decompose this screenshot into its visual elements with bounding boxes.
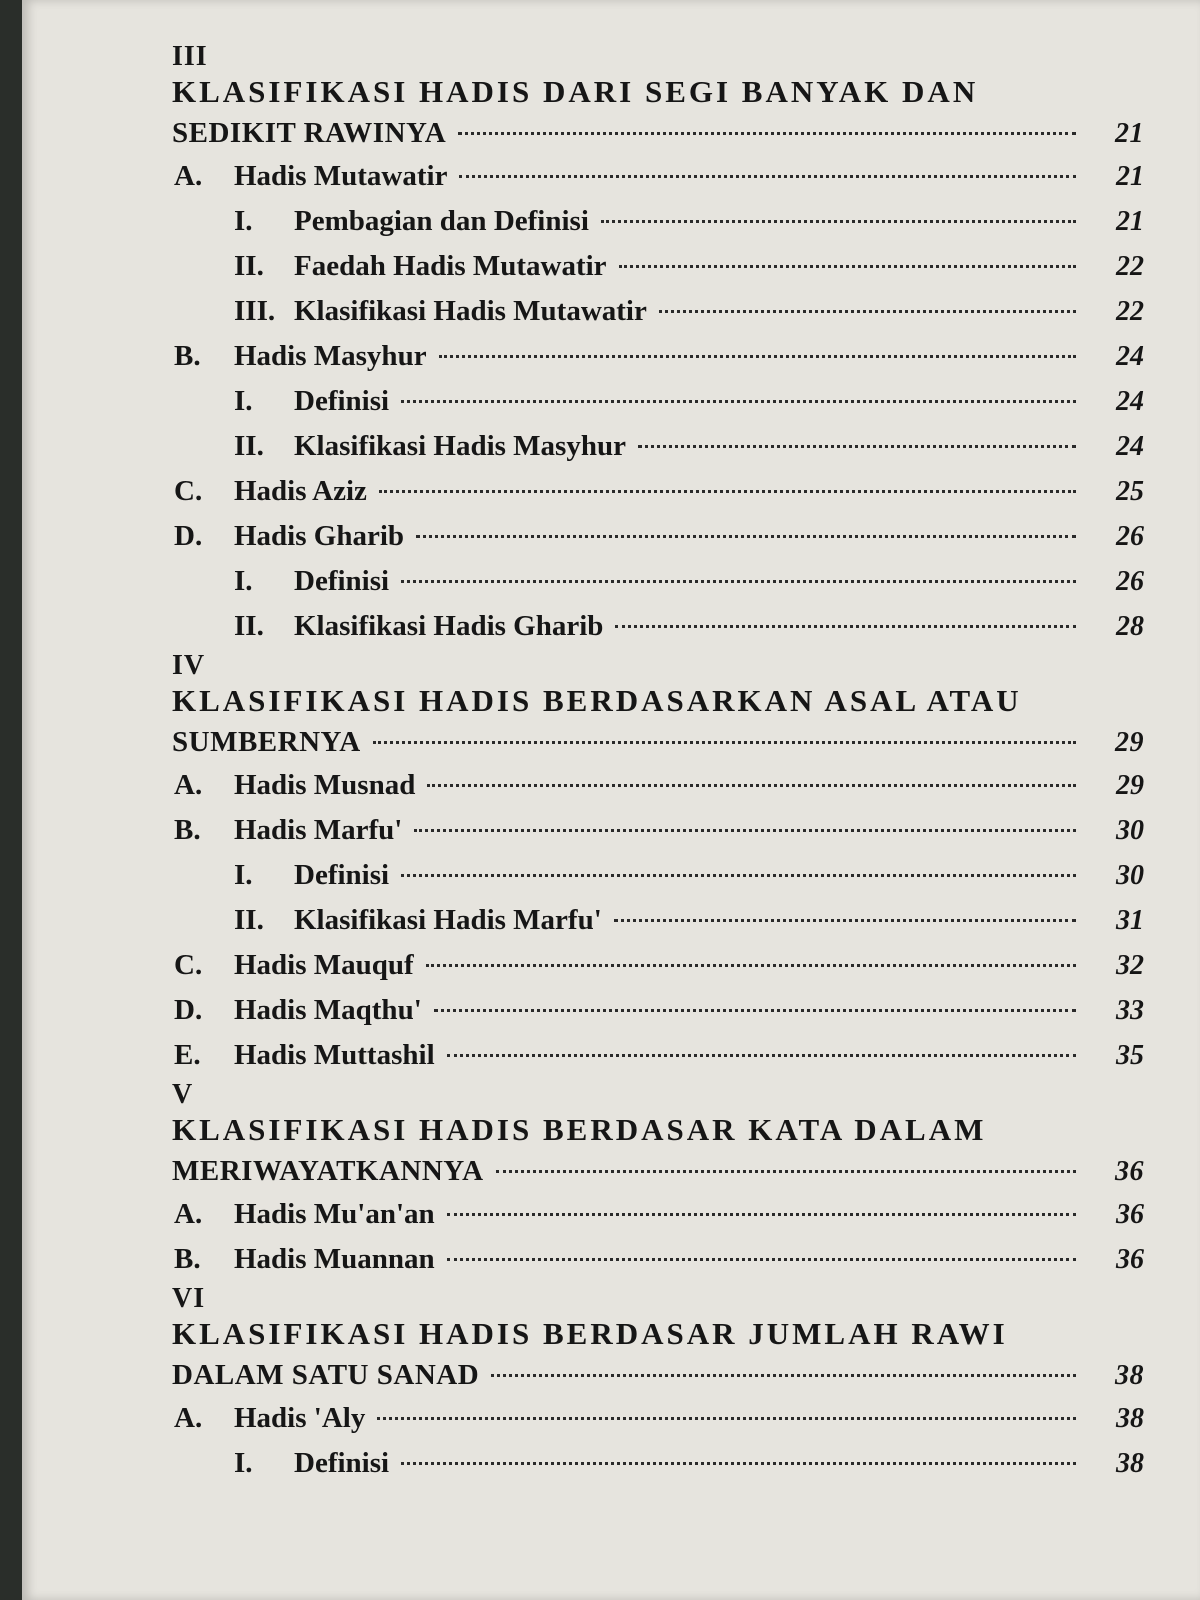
entry-marker: II.	[234, 610, 264, 642]
toc-entry[interactable]	[172, 289, 1144, 334]
toc-entry[interactable]	[172, 1192, 1144, 1237]
toc-entry[interactable]	[172, 853, 1144, 898]
chapter-title: KLASIFIKASI HADIS BERDASAR KATA DALAM	[172, 1112, 987, 1147]
entry-label: Hadis Gharib	[234, 520, 405, 552]
entry-label: Hadis Mutawatir	[234, 160, 448, 192]
page-number: 24	[1116, 341, 1144, 372]
entry-marker: II.	[234, 250, 264, 282]
entry-label: Klasifikasi Hadis Mutawatir	[294, 295, 647, 327]
entry-label: Pembagian dan Definisi	[294, 205, 589, 237]
page-number: 32	[1116, 950, 1144, 981]
entry-label: Hadis 'Aly	[234, 1402, 366, 1434]
dot-leader	[659, 310, 1076, 313]
page-number: 24	[1116, 431, 1144, 462]
dot-leader	[619, 265, 1076, 268]
dot-leader	[414, 829, 1076, 832]
dot-leader	[416, 535, 1076, 538]
entry-label: Definisi	[294, 385, 390, 417]
entry-marker: A.	[174, 1402, 203, 1434]
chapter-title-end: SUMBERNYA	[172, 726, 361, 758]
toc-entry[interactable]	[172, 943, 1144, 988]
toc-chapter	[172, 1080, 1144, 1282]
chapter-number: VI	[172, 1283, 206, 1314]
toc-entry[interactable]	[172, 1396, 1144, 1441]
toc-entry[interactable]	[172, 808, 1144, 853]
toc-entry[interactable]	[172, 334, 1144, 379]
page-number: 24	[1116, 386, 1144, 417]
entry-marker: E.	[174, 1039, 201, 1071]
page-number: 22	[1116, 296, 1144, 327]
toc-entry[interactable]	[172, 1441, 1144, 1486]
page-number: 22	[1116, 251, 1144, 282]
chapter-title-end: DALAM SATU SANAD	[172, 1359, 480, 1391]
toc-entry[interactable]	[172, 763, 1144, 808]
dot-leader	[377, 1417, 1076, 1420]
entry-marker: C.	[174, 475, 203, 507]
dot-leader	[426, 964, 1076, 967]
entry-label: Hadis Maqthu'	[234, 994, 422, 1026]
page-number: 29	[1115, 727, 1144, 758]
chapter-title: KLASIFIKASI HADIS BERDASARKAN ASAL ATAU	[172, 683, 1022, 718]
entry-marker: I.	[234, 385, 253, 417]
dot-leader	[401, 580, 1076, 583]
dot-leader	[447, 1213, 1076, 1216]
toc-chapter	[172, 42, 1144, 649]
page-number: 35	[1116, 1040, 1144, 1071]
table-of-contents	[172, 40, 1144, 1486]
dot-leader	[379, 490, 1076, 493]
page-number: 36	[1115, 1156, 1144, 1187]
page-number: 36	[1116, 1244, 1144, 1275]
entry-marker: A.	[174, 769, 203, 801]
entry-label: Definisi	[294, 565, 390, 597]
toc-entry[interactable]	[172, 514, 1144, 559]
entry-label: Hadis Muttashil	[234, 1039, 435, 1071]
chapter-title: KLASIFIKASI HADIS DARI SEGI BANYAK DAN	[172, 74, 979, 109]
page-number: 26	[1116, 566, 1144, 597]
page-number: 28	[1116, 611, 1144, 642]
page-number: 38	[1116, 1448, 1144, 1479]
toc-entry[interactable]	[172, 1237, 1144, 1282]
page-number: 38	[1115, 1360, 1144, 1391]
chapter-number: IV	[172, 650, 206, 681]
dot-leader	[458, 132, 1076, 135]
entry-marker: B.	[174, 340, 201, 372]
dot-leader	[614, 919, 1076, 922]
entry-label: Hadis Musnad	[234, 769, 416, 801]
entry-marker: I.	[234, 859, 253, 891]
dot-leader	[401, 874, 1076, 877]
dot-leader	[447, 1054, 1076, 1057]
entry-marker: B.	[174, 1243, 201, 1275]
chapter-title-end: MERIWAYATKANNYA	[172, 1155, 484, 1187]
dot-leader	[434, 1009, 1076, 1012]
toc-entry[interactable]	[172, 379, 1144, 424]
entry-label: Hadis Aziz	[234, 475, 367, 507]
book-page	[22, 0, 1200, 1600]
toc-entry[interactable]	[172, 199, 1144, 244]
page-number: 31	[1116, 905, 1144, 936]
entry-label: Hadis Mu'an'an	[234, 1198, 435, 1230]
dot-leader	[601, 220, 1076, 223]
dot-leader	[496, 1170, 1076, 1173]
page-number: 21	[1116, 161, 1144, 192]
page-number: 38	[1116, 1403, 1144, 1434]
toc-entry[interactable]	[172, 154, 1144, 199]
toc-entry[interactable]	[172, 988, 1144, 1033]
page-number: 26	[1116, 521, 1144, 552]
chapter-title-entry[interactable]	[172, 721, 1144, 763]
dot-leader	[427, 784, 1076, 787]
chapter-number: V	[172, 1079, 194, 1110]
entry-marker: A.	[174, 1198, 203, 1230]
page-number: 21	[1116, 206, 1144, 237]
entry-label: Klasifikasi Hadis Masyhur	[294, 430, 626, 462]
entry-marker: A.	[174, 160, 203, 192]
entry-marker: I.	[234, 1447, 253, 1479]
entry-marker: I.	[234, 205, 253, 237]
dot-leader	[615, 625, 1076, 628]
page-number: 21	[1115, 118, 1144, 149]
toc-entry[interactable]	[172, 1033, 1144, 1078]
entry-marker: D.	[174, 994, 203, 1026]
chapter-title-entry[interactable]	[172, 1150, 1144, 1192]
toc-chapter	[172, 651, 1144, 1078]
chapter-number: III	[172, 41, 208, 72]
entry-marker: II.	[234, 904, 264, 936]
toc-entry[interactable]	[172, 559, 1144, 604]
toc-entry[interactable]	[172, 244, 1144, 289]
toc-entry[interactable]	[172, 604, 1144, 649]
toc-entry[interactable]	[172, 469, 1144, 514]
chapter-title-end: SEDIKIT RAWINYA	[172, 117, 447, 149]
dot-leader	[447, 1258, 1076, 1261]
entry-label: Klasifikasi Hadis Gharib	[294, 610, 604, 642]
entry-label: Definisi	[294, 1447, 390, 1479]
dot-leader	[401, 400, 1076, 403]
toc-chapter	[172, 1284, 1144, 1486]
dot-leader	[491, 1374, 1076, 1377]
entry-label: Hadis Muannan	[234, 1243, 435, 1275]
page-number: 30	[1116, 860, 1144, 891]
entry-label: Hadis Masyhur	[234, 340, 427, 372]
dot-leader	[459, 175, 1076, 178]
dot-leader	[401, 1462, 1076, 1465]
dot-leader	[638, 445, 1076, 448]
entry-marker: I.	[234, 565, 253, 597]
entry-marker: III.	[234, 295, 276, 327]
entry-marker: B.	[174, 814, 201, 846]
toc-entry[interactable]	[172, 898, 1144, 943]
page-number: 36	[1116, 1199, 1144, 1230]
page-number: 29	[1116, 770, 1144, 801]
chapter-title-entry[interactable]	[172, 112, 1144, 154]
dot-leader	[373, 741, 1076, 744]
entry-label: Klasifikasi Hadis Marfu'	[294, 904, 602, 936]
entry-marker: D.	[174, 520, 203, 552]
toc-entry[interactable]	[172, 424, 1144, 469]
entry-label: Definisi	[294, 859, 390, 891]
dot-leader	[439, 355, 1076, 358]
entry-label: Hadis Marfu'	[234, 814, 403, 846]
entry-label: Faedah Hadis Mutawatir	[294, 250, 607, 282]
page-number: 25	[1116, 476, 1144, 507]
chapter-title-entry[interactable]	[172, 1354, 1144, 1396]
entry-marker: II.	[234, 430, 264, 462]
page-number: 30	[1116, 815, 1144, 846]
entry-label: Hadis Mauquf	[234, 949, 414, 981]
entry-marker: C.	[174, 949, 203, 981]
chapter-title: KLASIFIKASI HADIS BERDASAR JUMLAH RAWI	[172, 1316, 1008, 1351]
page-number: 33	[1116, 995, 1144, 1026]
